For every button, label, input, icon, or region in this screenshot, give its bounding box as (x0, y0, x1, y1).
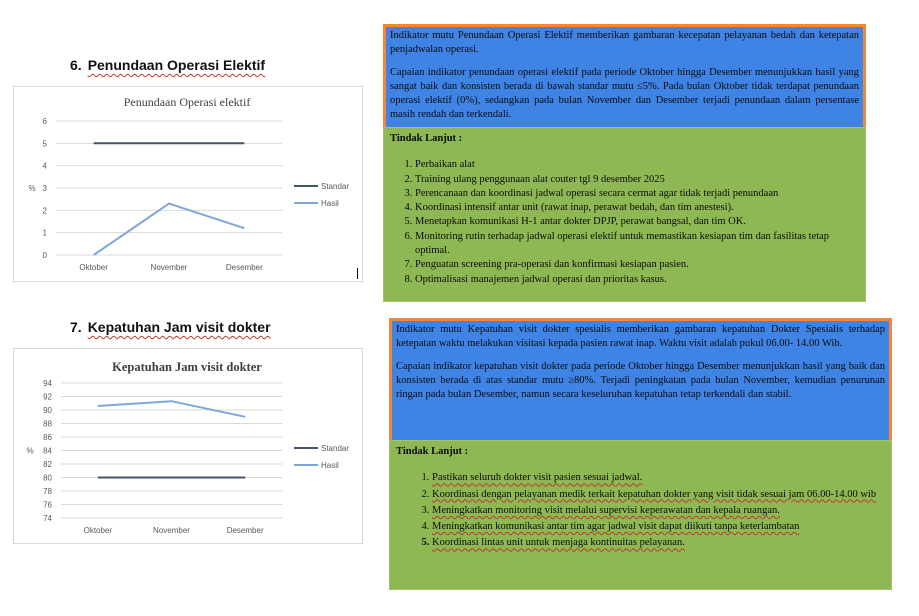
list-item: 5. Koordinasi lintas unit untuk menjaga kontinuitas pelayanan. (432, 536, 885, 550)
y-tick-label: 86 (43, 433, 52, 442)
tindak-lanjut-list (390, 158, 859, 287)
y-tick-label: 78 (43, 487, 52, 496)
list-item: 2. Training ulang penggunaan alat couter tgl 9 desember 2025 (415, 173, 859, 187)
list-item: 6. Monitoring rutin terhadap jadwal operasi elektif untuk memastikan kesiapan tim dan fasilitas tetap optimal. (415, 230, 859, 259)
chart-penundaan-svg (14, 87, 362, 281)
info-penundaan-paragraph-1: Indikator mutu Penundaan Operasi Elektif memberikan gambaran kecepatan pelayanan bedah dan ketepatan penjadwalan operasi. (390, 30, 859, 56)
info-kepatuhan-paragraph-1: Indikator mutu Kepatuhan visit dokter spesialis memberikan gambaran kepatuhan Dokter Spesialis terhadap ketepatan waktu melakukan visitasi kepada pasien rawat inap. Waktu visit adalah pukul 06.00- 14.00 Wib. (396, 324, 885, 350)
list-item: 7. Penguatan screening pra-operasi dan konfirmasi kesiapan pasien. (415, 258, 859, 272)
text-cursor (357, 268, 358, 279)
x-tick-label: Desember (226, 526, 264, 535)
section-6-number: 6. (70, 57, 82, 73)
list-item: 1. Perbaikan alat (415, 158, 859, 172)
legend-label-standar: Standar (321, 182, 350, 191)
series-line-hasil (98, 401, 245, 417)
y-tick-label: 92 (43, 392, 52, 402)
y-tick-label: 6 (42, 117, 47, 126)
y-tick-label: 5 (42, 139, 47, 149)
y-tick-label: 3 (42, 184, 47, 193)
section-7-number: 7. (70, 319, 82, 335)
chart-title: Kepatuhan Jam visit dokter (112, 360, 262, 374)
tindak-lanjut-kepatuhan (389, 440, 892, 590)
list-item: 4. Koordinasi intensif antar unit (rawat inap, perawat bedah, dan tim anestesi). (415, 201, 859, 215)
y-tick-label: 1 (42, 228, 47, 238)
tindak-lanjut-list (396, 471, 885, 550)
y-axis-label: % (28, 184, 36, 193)
x-tick-label: November (150, 263, 188, 272)
list-item: 2. Koordinasi dengan pelayanan medik terkait kepatuhan dokter yang visit tidak sesuai jam 06.00-14.00 wib (432, 488, 885, 502)
section-6-heading (70, 57, 265, 73)
legend-label-standar: Standar (321, 444, 350, 453)
y-tick-label: 76 (43, 500, 52, 510)
chart-title: Penundaan Operasi elektif (123, 95, 251, 109)
section-7-title: Kepatuhan Jam visit dokter (87, 319, 271, 335)
list-item: 8. Optimalisasi manajemen jadwal operasi dan prioritas kasus. (415, 273, 859, 287)
section-7-heading (70, 319, 271, 335)
y-tick-label: 4 (42, 161, 47, 171)
x-tick-label: November (153, 526, 190, 535)
list-item: 1. Pastikan seluruh dokter visit pasien sesuai jadwal. (432, 471, 885, 485)
list-item: 3. Perencanaan dan koordinasi jadwal operasi secara cermat agar tidak terjadi penundaan (415, 187, 859, 201)
tindak-lanjut-penundaan (383, 127, 866, 302)
chart-kepatuhan-visit (13, 348, 363, 544)
y-tick-label: 90 (43, 406, 52, 415)
info-kepatuhan-paragraph-2: Capaian indikator kepatuhan visit dokter pada periode Oktober hingga Desember menunjukkan hasil yang baik dan konsisten berada di atas standar mutu ≥80%. Terjadi peningkatan pada bulan November, kemudian penurunan ringan pada bulan Desember, namun secara keseluruhan kepatuhan tetap terkendali dan stabil. (396, 360, 885, 401)
y-tick-label: 0 (42, 251, 47, 260)
chart-penundaan-operasi (13, 86, 363, 282)
y-tick-label: 84 (43, 446, 52, 456)
y-tick-label: 2 (42, 206, 47, 216)
y-tick-label: 88 (43, 419, 52, 429)
chart-kepatuhan-svg (14, 349, 362, 543)
list-item: 3. Meningkatkan monitoring visit melalui supervisi keperawatan dan kepala ruangan. (432, 504, 885, 518)
tindak-lanjut-title: Tindak Lanjut : (390, 133, 463, 144)
y-axis-label: % (26, 446, 34, 456)
x-tick-label: Oktober (83, 526, 113, 535)
y-tick-label: 80 (43, 473, 52, 483)
list-item: 5. Menetapkan komunikasi H-1 antar dokter DPJP, perawat bangsal, dan tim OK. (415, 215, 859, 229)
list-item: 4. Meningkatkan komunikasi antar tim agar jadwal visit dapat diikuti tanpa keterlambatan (432, 520, 885, 534)
tindak-lanjut-title: Tindak Lanjut : (396, 446, 469, 457)
x-tick-label: Desember (225, 263, 263, 272)
info-box-kepatuhan (389, 318, 892, 444)
x-tick-label: Oktober (79, 263, 108, 272)
info-penundaan-paragraph-2: Capaian indikator penundaan operasi elektif pada periode Oktober hingga Desember menunjukkan hasil yang sangat baik dan konsisten berada di bawah standar mutu ≤5%. Pada bulan Oktober tidak terdapat penundaan operasi elektif (0%), sedangkan pada bulan November dan Desember terjadi penundaan dalam persentase masih rendah dan terkendali. (390, 66, 859, 121)
legend-label-hasil: Hasil (321, 199, 339, 208)
y-tick-label: 74 (43, 514, 52, 523)
section-6-title: Penundaan Operasi Elektif (87, 57, 266, 73)
y-tick-label: 82 (43, 460, 52, 469)
legend-label-hasil: Hasil (321, 461, 339, 470)
y-tick-label: 94 (43, 379, 52, 388)
series-line-hasil (94, 204, 245, 255)
info-box-penundaan (383, 24, 866, 130)
